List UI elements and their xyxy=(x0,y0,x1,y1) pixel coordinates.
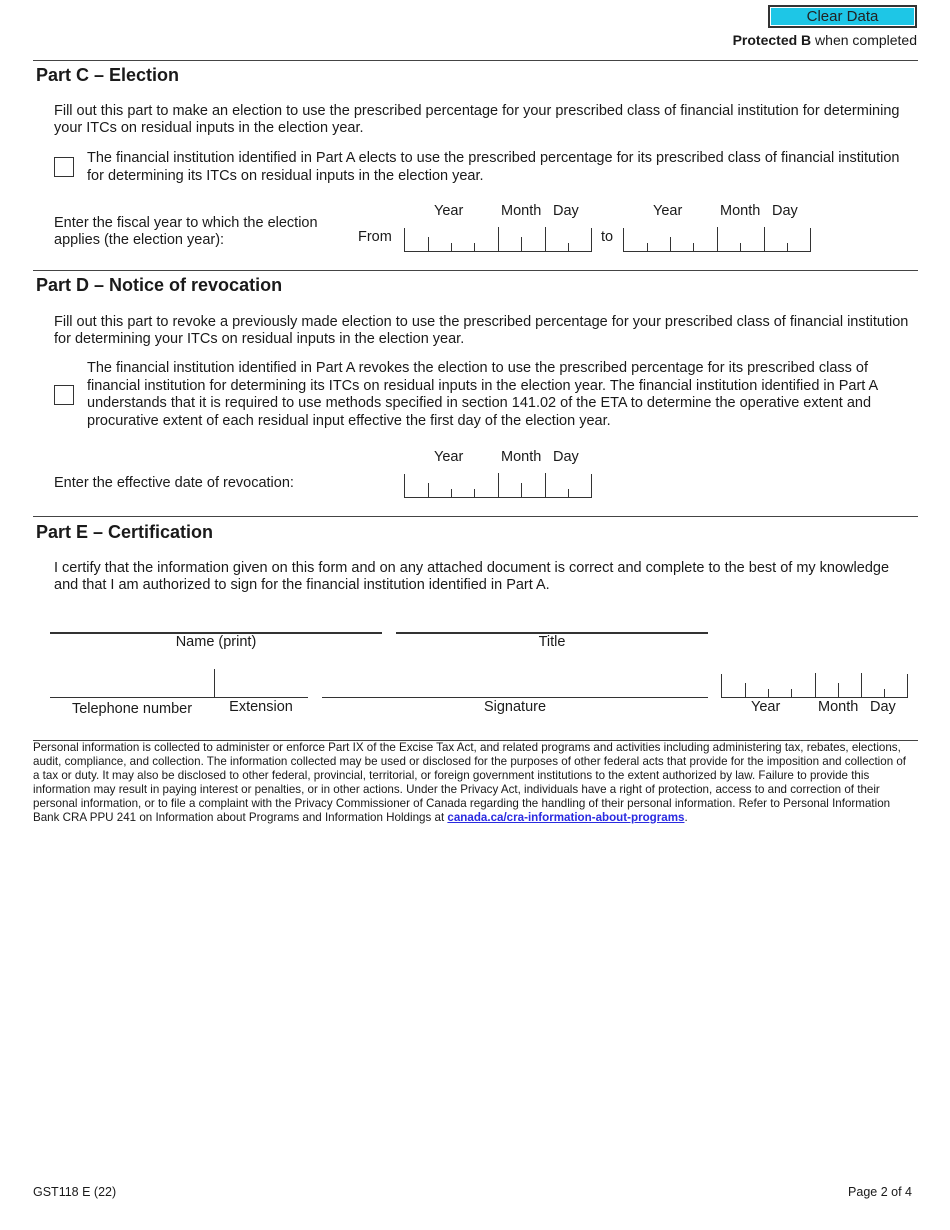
to-label: to xyxy=(601,229,614,245)
revocation-year-label: Year xyxy=(434,449,464,465)
telephone-field[interactable] xyxy=(50,697,214,698)
title-label: Title xyxy=(538,634,566,650)
telephone-label: Telephone number xyxy=(71,701,193,717)
privacy-text: Personal information is collected to administer or enforce Part IX of the Excise Tax Act, and related programs and activities including administering tax, rebates, elections, audit, compliance, and collection. The information collected may be used or disclosed for the purposes of other federal acts that provide for the imposition and collection of a tax or duty. It may also be disclosed to other federal, provincial, territorial, or foreign government institutions to the extent authorized by law. Failure to provide this information may result in paying interest or penalties, or in other actions. Under the Privacy Act, individuals have a right of protection, access to and correction of their personal information, or to file a complaint with the Privacy Commissioner of Canada regarding the handling of their personal information. Refer to Personal Information Bank CRA PPU 241 on Information about Programs and Information Holdings at xyxy=(33,741,907,824)
from-year-label: Year xyxy=(434,203,464,219)
part-d-title: Part D – Notice of revocation xyxy=(36,275,283,295)
telephone-separator xyxy=(214,669,215,697)
privacy-link-suffix: . xyxy=(684,810,688,824)
signature-field[interactable] xyxy=(322,697,708,698)
extension-label: Extension xyxy=(229,699,293,715)
part-c-title: Part C – Election xyxy=(36,65,180,85)
protected-b-notice xyxy=(733,32,917,48)
divider xyxy=(33,60,918,61)
part-d-intro: Fill out this part to revoke a previously made election to use the prescribed percentage for your prescribed class of financial institution for determining your ITCs on residual inputs in the election year. xyxy=(54,314,909,347)
privacy-notice xyxy=(33,741,915,824)
fiscal-year-label: Enter the fiscal year to which the election applies (the election year): xyxy=(54,215,318,248)
part-c-election-checkbox[interactable] xyxy=(54,157,74,177)
revocation-date-label: Enter the effective date of revocation: xyxy=(54,475,294,491)
certification-date-field[interactable] xyxy=(721,674,908,698)
revocation-date-field[interactable] xyxy=(404,474,592,498)
from-date-field[interactable] xyxy=(404,228,592,252)
from-month-label: Month xyxy=(501,203,542,219)
certification-month-label: Month xyxy=(818,699,859,715)
part-e-intro: I certify that the information given on this form and on any attached document is correct and complete to the best of my knowledge and that I am authorized to sign for the financial institution identified in Part A. xyxy=(54,560,890,593)
part-e-title: Part E – Certification xyxy=(36,522,214,542)
page-number: Page 2 of 4 xyxy=(848,1185,912,1199)
name-label: Name (print) xyxy=(175,634,257,650)
extension-field[interactable] xyxy=(214,697,308,698)
form-id: GST118 E (22) xyxy=(33,1185,117,1199)
part-c-intro: Fill out this part to make an election to use the prescribed percentage for your prescribed class of financial institution for determining your ITCs on residual inputs in the election year. xyxy=(54,103,900,136)
from-day-label: Day xyxy=(553,203,579,219)
to-year-label: Year xyxy=(653,203,683,219)
certification-year-label: Year xyxy=(751,699,781,715)
part-d-checkbox-text: The financial institution identified in Part A revokes the election to use the prescribed percentage for its prescribed class of financial institution for determining its ITCs on residual inputs in the election year. The financial institution identified in Part A understands that it is required to use methods specified in section 141.02 of the ETA to determine the operative extent and procurative extent of each residual input effective the first day of the election year. xyxy=(87,360,878,429)
revocation-month-label: Month xyxy=(501,449,542,465)
to-day-label: Day xyxy=(772,203,798,219)
divider xyxy=(33,516,918,517)
part-d-revocation-checkbox[interactable] xyxy=(54,385,74,405)
signature-label: Signature xyxy=(483,699,547,715)
divider xyxy=(33,270,918,271)
part-c-checkbox-text: The financial institution identified in Part A elects to use the prescribed percentage for its prescribed class of financial institution for determining its ITCs on residual inputs in the election year. xyxy=(87,150,900,184)
protected-b-suffix: when completed xyxy=(811,32,917,48)
revocation-day-label: Day xyxy=(553,449,579,465)
to-date-field[interactable] xyxy=(623,228,811,252)
privacy-link[interactable]: canada.ca/cra-information-about-programs xyxy=(447,810,685,824)
from-label: From xyxy=(358,229,392,245)
clear-data-button[interactable]: Clear Data xyxy=(768,5,917,28)
protected-b-label: Protected B xyxy=(732,32,812,48)
to-month-label: Month xyxy=(720,203,761,219)
certification-day-label: Day xyxy=(870,699,896,715)
